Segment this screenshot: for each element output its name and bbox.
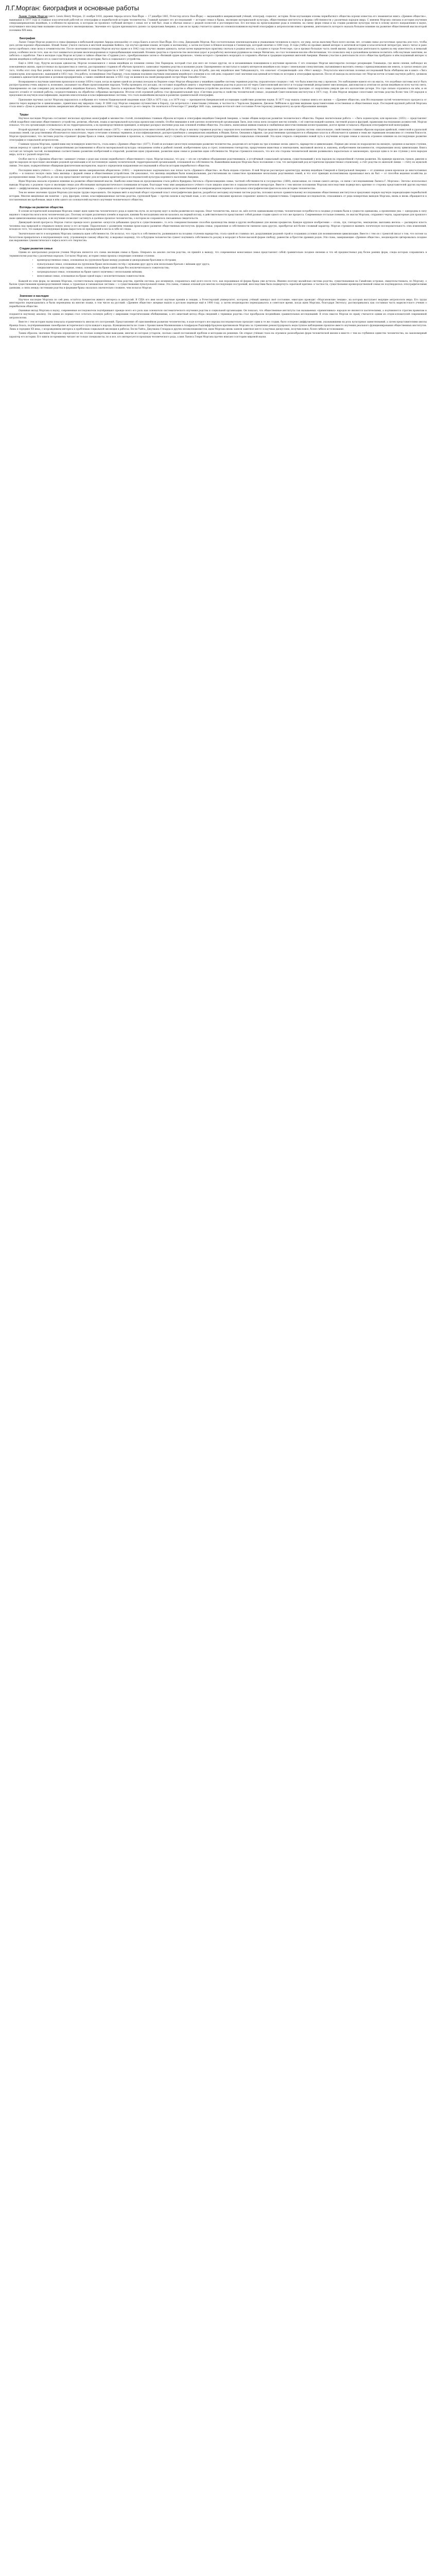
paragraph: В основе исторической концепции Моргана лежит идея единства человеческого рода и единства пути, по которому идут в своём развитии все народы. Опыт человечества, писал он, шёл почти одинаковыми путями; человеческие потребности в сходных условиях были в сущности одинаковы, а проявления ума — однородны в силу видового тождества мозга всех человеческих рас. Поэтому история различных племён и народов, какими бы несходными они ни казались на первый взгляд, в действительности представляет собой разные стадии одного и того же процесса. Современные отсталые племена, по мысли Моргана, сохраняют черты, характерные для прошлого ныне цивилизованных народов, и их изучение позволяет заглянуть в далёкое прошлое человечества, о котором не сохранилось письменных свидетельств.	[9, 210, 427, 220]
page-title: Л.Г.Морган: биография и основные работы	[5, 4, 139, 12]
article	[0, 0, 436, 353]
paragraph: Движущей силой прогресса Морган считал прежде всего развитие «искусств добывания средств к существованию», то есть совершенствование способов производства пищи и других необходимых для жизни предметов. Каждое крупное изобретение — огонь, лук, гончарство, земледелие, выплавка железа — расширяло власть человека над природой и открывало новую эпоху в его истории. Параллельно с развитием техники происходило развитие общественных институтов: формы семьи, управления и собственности сменяли одна другую, приобретая всё более сложный характер. Морган стремился выявить логическую последовательность этих изменений, исходя из того, что каждая последующая форма вырастала из предыдущей и несла в себе её следы.	[9, 222, 427, 231]
paragraph: Главным трудом Моргана, принёсшим ему всемирную известность, стала книга «Древнее общество» (1877). В ней он изложил целостную концепцию развития человечества, разделив его историю на три основные эпохи: дикость, варварство и цивилизацию. Первые две эпохи он подразделил на низшую, среднюю и высшую ступени, связав переход от одной к другой с определёнными достижениями в области материальной культуры: овладением огнём и рыбной ловлей, изобретением лука и стрел, появлением гончарства, приручением животных и земледелием, выплавкой железа и, наконец, изобретением письменности, открывающим эпоху цивилизации. Книга состоит из четырёх частей, посвящённых соответственно развитию изобретений и открытий, развитию идеи управления, развитию идеи семьи и развитию идеи собственности. Морган стремился показать, что все эти стороны человеческой жизни развивались параллельно и закономерно, проходя одни и те же ступени у всех народов мира, хотя и с разной скоростью.	[9, 143, 427, 157]
list-item: • патриархальная семья, основанная на браке одного мужчины с несколькими жёнами;	[37, 271, 427, 275]
paragraph: Значительное место в воззрениях Моргана занимала идея собственности. Он полагал, что страсть к собственности, развившаяся на поздних ступенях варварства, стала одной из главных сил, разрушивших родовой строй и создавших условия для возникновения цивилизации. Вместе с тем он с тревогой писал о том, что погоня за богатством превратилась в неуправляемую силу, угрожающую самому обществу, и выражал надежду, что в будущем человечество сумеет подчинить собственность разуму и возродит в более высокой форме свободу, равенство и братство древних родов. Эти слова, завершающие «Древнее общество», неоднократно цитировались позднее как выражение гуманистического пафоса всего его творчества.	[9, 232, 427, 243]
paragraph	[9, 15, 427, 33]
section-heading: Труды	[20, 113, 29, 116]
list-item: • синдиасмическая, или парная, семья, основанная на браке одной пары без исключительного сожительства;	[37, 267, 427, 270]
bullet-list	[9, 259, 427, 279]
section-heading: Стадии развития семьи	[20, 247, 53, 250]
list-item: • кровнородственная семья, основанная на групповом браке между родными и двоюродными братьями и сёстрами;	[37, 259, 427, 263]
paragraph: Научное наследие Моргана составляет несколько крупных монографий и множество статей, посвящённых главным образом истории и этнографии индейцев Северной Америки, а также общим вопросам развития человеческого общества. Первая значительная работа — «Лига ходеносауни, или ирокезов» (1851) — представляет собой подробное описание общественного устройства, религии, обычаев, языка и материальной культуры ирокезских племён. Особое внимание в ней уделено политической организации Лиги, или союза пяти (позднее шести) племён, с её советом вождей-сахемов, системой родов и фратрий, правилами наследования должностей. Морган показал, что эта организация основывалась не на территориальном, а на кровнородственном принципе, и впервые раскрыл значение рода как основной ячейки общества. Эта книга, написанная живым языком и снабжённая многочисленными иллюстрациями, долгое время оставалась образцом этнографической монографии.	[9, 117, 427, 127]
paragraph: Последняя книга учёного — «Дома и домашняя жизнь американских аборигенов» (1881) — первоначально задумывалась как пятая часть «Древнего общества», но была издана отдельно. В ней Морган рассмотрел архитектуру жилищ индейцев Северной и Центральной Америки — от длинных домов ирокезов до многоэтажных пуэбло — и показал тесную связь типа жилища с формой семьи и общественным устройством. Он доказывал, что жилища индейцев были коммунальными, рассчитанными на совместное проживание нескольких родственных семей, и что этот принцип коллективизма пронизывал весь их быт — от способов ведения хозяйства до распределения пищи. Эта работа до сих пор представляет интерес для историков архитектуры и исследователей культуры коренного населения Америки.	[9, 169, 427, 179]
paragraph: Возвращение к научным занятиям произошло в конце 1850-х годов, когда во время одной из деловых поездок на Верхнее озеро Морган обнаружил у индейцев оджибве систему терминов родства, поразительно сходную с той, что была известна ему у ирокезов. Это наблюдение навело его на мысль, что подобные системы могут быть распространены очень широко и, возможно, указывают на общее происхождение народов. Чтобы проверить эту догадку, он составил подробную анкету с перечнем терминов родства и разослал её через Смитсоновский институт и государственный департамент миссионерам, дипломатам и агентам по делам индейцев во всех частях света. Одновременно он сам совершил ряд экспедиций к индейцам Канзаса, Небраски, Дакоты и верховьев Миссури, собирая сведения о родстве и общественном устройстве десятков племён. В 1862 году в его семье произошла тяжёлая трагедия: от скарлатины умерли две его малолетние дочери. Это горе сильно отразилось на нём, и он надолго отошёл от полевой работы, сосредоточившись на обработке собранных материалов. Итогом этой огромной работы стал фундаментальный труд «Системы родства и свойства человеческой семьи», изданный Смитсоновским институтом в 1871 году. В нём Морган впервые сопоставил системы родства более чем 139 народов и предложил их научную классификацию, выделив описательные и классификационные системы, что стало важнейшим вкладом в развитие сравнительной этнографии.	[9, 80, 427, 97]
text-run: (англ. Lewis Henry Morgan; 21 ноября 1818, деревня Аврора штата Нью-Йорк — 17 декабря 1881, Рочестер штата Нью-Йорк) — выдающийся американский учёный, этнограф, социолог, историк. Всем изучающим основы первобытного общества хорошо известна его знаменитая книга «Древнее общество», вышедшая в 1877 году и ставшая классической работой по этнографии и первобытной истории человечества. Главный предмет его исследований — история семьи и брака, эволюция материальной культуры, общественные институты и формы собственности у различных народов мира. С именем Моргана связана и история изучения североамериканских индейцев, в особенности ирокезов, к которым он проявлял глубокий интерес с юных лет и чей быт, язык и обычаи описал с редкой полнотой и достоверностью. Его взгляды на происхождение рода и племени, на смену форм семьи и на стадии развития культуры легли в основу целого направления в науке, получившего впоследствии название классического эволюционизма. Значение его трудов признавалось далеко за пределами Америки, а сам он по праву считается одним из основоположников научной этнографии и антропологии нового времени, деятельность которого оказала большое влияние на развитие общественной мысли второй половины XIX века.	[9, 15, 427, 32]
paragraph: Признание научных заслуг Моргана выразилось в избрании его членом Национальной академии наук США в 1875 году, а в 1879 году — президентом Американской ассоциации содействия развитию науки. В 1877 году вышла главная книга его жизни — «Древнее общество, или Исследование путей человеческого прогресса от дикости через варварство к цивилизации», принёсшая ему мировую славу. В 1880 году Морган совершил путешествие в Европу, где встречался с известными учёными, в частности с Чарльзом Дарвином, Джоном Леббоком и другими видными представителями естественных и общественных наук. Последней крупной работой Моргана стала книга «Дома и домашняя жизнь американских аборигенов», вышедшая в 1881 году, незадолго до его смерти. Он скончался в Рочестере 17 декабря 1881 года, завещав почти всё своё состояние Рочестерскому университету на цели образования женщин.	[9, 98, 427, 109]
emphasis-text: Льюис Генри Морган	[19, 15, 48, 18]
article-body	[9, 15, 427, 339]
paragraph: Каждой из этих форм, по мнению Моргана, соответствовала определённая система родства, причём система, раз возникнув, сохранялась ещё долго после того, как породившая её форма брака уже исчезла. Именно поэтому малайская система родства, существовавшая на Гавайских островах, свидетельствовала, по Моргану, о былом существовании кровнородственной семьи, а туранская и ганованская системы — о существовании пуналуальной семьи. Эта схема, ставшая основой для многих последующих построений, впоследствии была подвергнута серьёзной критике: в частности, существование кровнородственной семьи не подтвердилось этнографическими данными, а связь между системами родства и формами брака оказалась значительно сложнее, чем полагал Морган.	[9, 280, 427, 290]
paragraph: Оценивая вклад Моргана в науку, современные исследователи подчёркивают прежде всего его роль как основателя систематического изучения родства и социальной организации. Он показал, что общественные институты так называемых «примитивных» народов не являются хаотическими, а подчиняются строгим правилам и поддаются научному анализу. Он одним из первых стал сочетать полевую работу с широкими теоретическими обобщениями, а его анкетный метод сбора сведений о терминах родства стал прообразом позднейших сравнительных исследований. В этом смысле Морган по праву считается одним из отцов-основателей современной антропологии.	[9, 310, 427, 319]
paragraph: Льюис Генри Морган родился в семье фермера в небольшой деревне Аврора неподалёку от озера Каюга в штате Нью-Йорк. Его отец, Джедедайя Морган, был состоятельным землевладельцем и уважаемым человеком в округе; он умер, когда мальчику было всего восемь лет, оставив семье достаточные средства для того, чтобы дать детям хорошее образование. Юный Льюис учился сначала в местной академии Кейюга, где изучал древние языки, историю и математику, а затем поступил в Юнион-колледж в Скенектади, который окончил в 1840 году. В годы учёбы он проявил живой интерес к античной истории и классической литературе, много читал и рано начал пробовать свои силы в сочинительстве. После окончания колледжа Морган изучал право и в 1842 году получил звание адвоката, начав затем юридическую практику сначала в родных местах, а позднее в городе Рочестере, где и прожил большую часть своей жизни. Адвокатская деятельность принесла ему известность и немалый доход, особенно после того, как он стал заниматься делами железнодорожных и горнодобывающих компаний. Вложив средства в строительство железных дорог и разработку железных рудников на севере Мичигана, он стал человеком вполне обеспеченным, что позволило ему в дальнейшем целиком посвятить себя научным занятиям, не заботясь о заработке. Уже в молодые годы Морган вступил в тайное общество «Гордиев узел», преобразованное затем в «Великий орден ирокезов», члены которого стремились возродить и сохранить обычаи и традиции коренных жителей Америки. Именно участие в деятельности этого общества пробудило в нём подлинный интерес к жизни индейцев и побудило его к самостоятельному изучению их истории, быта и социального устройства.	[9, 41, 427, 61]
section-heading: Значение и наследие	[20, 294, 49, 298]
paragraph: Научное наследие Моргана по сей день остаётся предметом живого интереса и дискуссий. В США его имя носят научные премии и лекции, а Рочестерский университет, которому учёный завещал своё состояние, ежегодно проводит «Моргановские лекции», на которых выступают ведущие антропологи мира. Его труды многократно переиздавались и были переведены на многие языки, в том числе на русский: «Древнее общество» впервые вышло в русском переводе ещё в 1900 году, а затем неоднократно переиздавалось в советское время, когда идеи Моргана, благодаря Энгельсу, рассматривались как составная часть марксистского учения о первобытном обществе.	[9, 298, 427, 309]
section-heading: Взгляды на развитие общества	[20, 206, 63, 210]
list-item: • моногамная семья, основанная на браке одной пары с исключительным сожительством.	[37, 275, 427, 279]
paragraph: Таким образом, значение Моргана определяется не столько конкретными выводами, многие из которых устарели, сколько самой постановкой проблем и методами их решения. Он открыл учёным глаза на огромное разнообразие форм человеческой жизни и вместе с тем на глубинное единство человечества, на закономерный характер его истории. Его книги по-прежнему читают не только специалисты, но и все, кто интересуется прошлым человеческого рода, а имя Льюиса Генри Моргана прочно вписано в историю мировой науки.	[9, 332, 427, 338]
paragraph: Второй крупный труд — «Системы родства и свойства человеческой семьи» (1871) — явился результатом многолетней работы по сбору и анализу терминов родства у народов всех континентов. Морган выделил две основные группы систем: описательную, свойственную главным образом народам арийской, семитской и уральской языковых семей, где родственники обозначаются описательно, через сочетание основных терминов, и классификационную, распространённую у американских индейцев, в Индии, Китае, Океании и Африке, где родственники группируются в обширные классы и обозначаются одними и теми же терминами независимо от степени близости. Морган предположил, что системы родства отражают формы брака и семьи, существовавшие в прошлом, и, следовательно, могут служить источником для реконструкции древнейших социальных отношений. Эта идея открыла совершенно новый путь к изучению истории семьи и оказала огромное влияние на последующее развитие этнографии и социальной антропологии.	[9, 128, 427, 142]
paragraph: Особое место в «Древнем обществе» занимает учение о роде как основе первобытного общественного строя. Морган показал, что род — это не случайное объединение родственников, а устойчивый социальный организм, существовавший у всех народов на определённой ступени развития. На примере ирокезов, греков, римлян и других народов он проследил эволюцию родовой организации и её постепенную замену политической, территориальной организацией, основанной на собственности. Важнейшим выводом Моргана было положение о том, что материнский род исторически предшествовал отцовскому, а счёт родства по женской линии — счёту по мужской линии. Эти идеи, подкреплённые обширным фактическим материалом, надолго определили направление исследований в области истории первобытного общества.	[9, 158, 427, 168]
paragraph: Тем не менее значение трудов Моргана для науки трудно переоценить. Он первым ввёл в научный оборот огромный пласт этнографических фактов, разработал методику изучения систем родства, положил начало сравнительному исследованию общественных институтов и предложил первую научную периодизацию первобытной истории. Многие введённые им понятия — род, фратрия, племя, классификационная система родства, групповой брак — прочно вошли в научный язык, а его полевые описания ирокезов сохраняют ценность первоисточника. Современные исследователи, отказавшись от ряда конкретных выводов Моргана, вновь и вновь обращаются к поставленным им проблемам, видя в нём одного из основателей научного изучения человеческого общества.	[9, 192, 427, 201]
list-item: • пуналуальная семья, основанная на групповом браке нескольких сестёр с мужьями друг друга или нескольких братьев с жёнами друг друга;	[37, 263, 427, 267]
paragraph: Ещё в 1844 году, будучи молодым адвокатом, Морган познакомился с юным индейцем из племени сенека Эли Паркером, который стал для него не только другом, но и незаменимым помощником в изучении ирокезов. С его помощью Морган многократно посещал резервацию Тонаванда, где жили сенеки, наблюдал их повседневную жизнь, присутствовал на празднествах и советах, расспрашивал стариков об обычаях прошлого, записывал термины родства и названия родов. Одновременно он выступал в защиту интересов индейцев в их споре с земельными спекулянтами, пытавшимися выселить сенека с принадлежавших им земель, и сделал немало для того, чтобы этот спор был решён в пользу коренных жителей. В знак благодарности в 1847 году сенека официально приняли Моргана в племя, в род Ястреба, дав ему индейское имя Тайадавахкугх, что означает «Соединяющий» или «Мост между». Результаты многолетних полевых исследований были обобщены им в книге «Лига ходеносауни, или ирокезов», вышедшей в 1851 году. Эта работа, посвящённая Эли Паркеру, стала первым подлинно научным описанием индейского племени и по сей день сохраняет своё значение как ценный источник по истории и этнографии ирокезов. После её выхода на несколько лет Морган почти оставил научную работу, целиком отдавшись адвокатской практике и деловым предприятиям, а также семейной жизни: в 1851 году он женился на своей двоюродной сестре Мэри Элизабет Стил.	[9, 62, 427, 79]
paragraph: Идеи Моргана оказали огромное влияние на развитие общественной мысли. Наиболее известным их продолжением стала работа Фридриха Энгельса «Происхождение семьи, частной собственности и государства» (1884), написанная, по словам самого автора, «в связи с исследованиями Льюиса Г. Моргана». Энгельс использовал выводы Моргана о родовом строе и эволюции семьи для обоснования материалистического понимания истории, благодаря чему имя американского учёного стало широко известно в социалистической литературе. Вместе с тем многие положения Моргана впоследствии подверглись критике со стороны представителей других научных школ — диффузионизма, функционализма, культурного релятивизма, — упрекавших его в чрезмерной схематичности, в недооценке роли заимствований и в неправомерном переносе отдельных этнографических фактов на всю историю человечества.	[9, 180, 427, 190]
paragraph: Одним из центральных разделов учения Моргана является его схема эволюции семьи и брака. Опираясь на анализ систем родства, он пришёл к выводу, что современная моногамная семья представляет собой сравнительно позднее явление и что ей предшествовал ряд более ранних форм, следы которых сохранились в терминологии родства у различных народов. Согласно Моргану, история семьи прошла следующие основные ступени:	[9, 251, 427, 258]
paragraph: Вместе с тем история науки показала ограниченность многих его построений. Представление об однолинейном развитии человечества, в ходе которого все народы последовательно проходят одни и те же стадии, было оспорено диффузионистами, указывавшими на роль культурных заимствований, а затем представителями школы Франца Боаса, подчёркивавшими своеобразие исторического пути каждого народа. Функционалисты во главе с Брониславом Малиновским и Альфредом Рэдклифф-Брауном критиковали Моргана за стремление реконструировать недоступное наблюдению прошлое вместо изучения реального функционирования общественных институтов. Лишь в середине XX века, с возрождением интереса к проблемам социальной эволюции в работах Лесли Уайта, Джулиана Стюарда и других неоэволюционистов, идеи Моргана вновь заняли заметное место в научных дискуссиях, получив новое, более гибкое истолкование.	[9, 321, 427, 331]
section-heading: Биография	[20, 37, 36, 40]
